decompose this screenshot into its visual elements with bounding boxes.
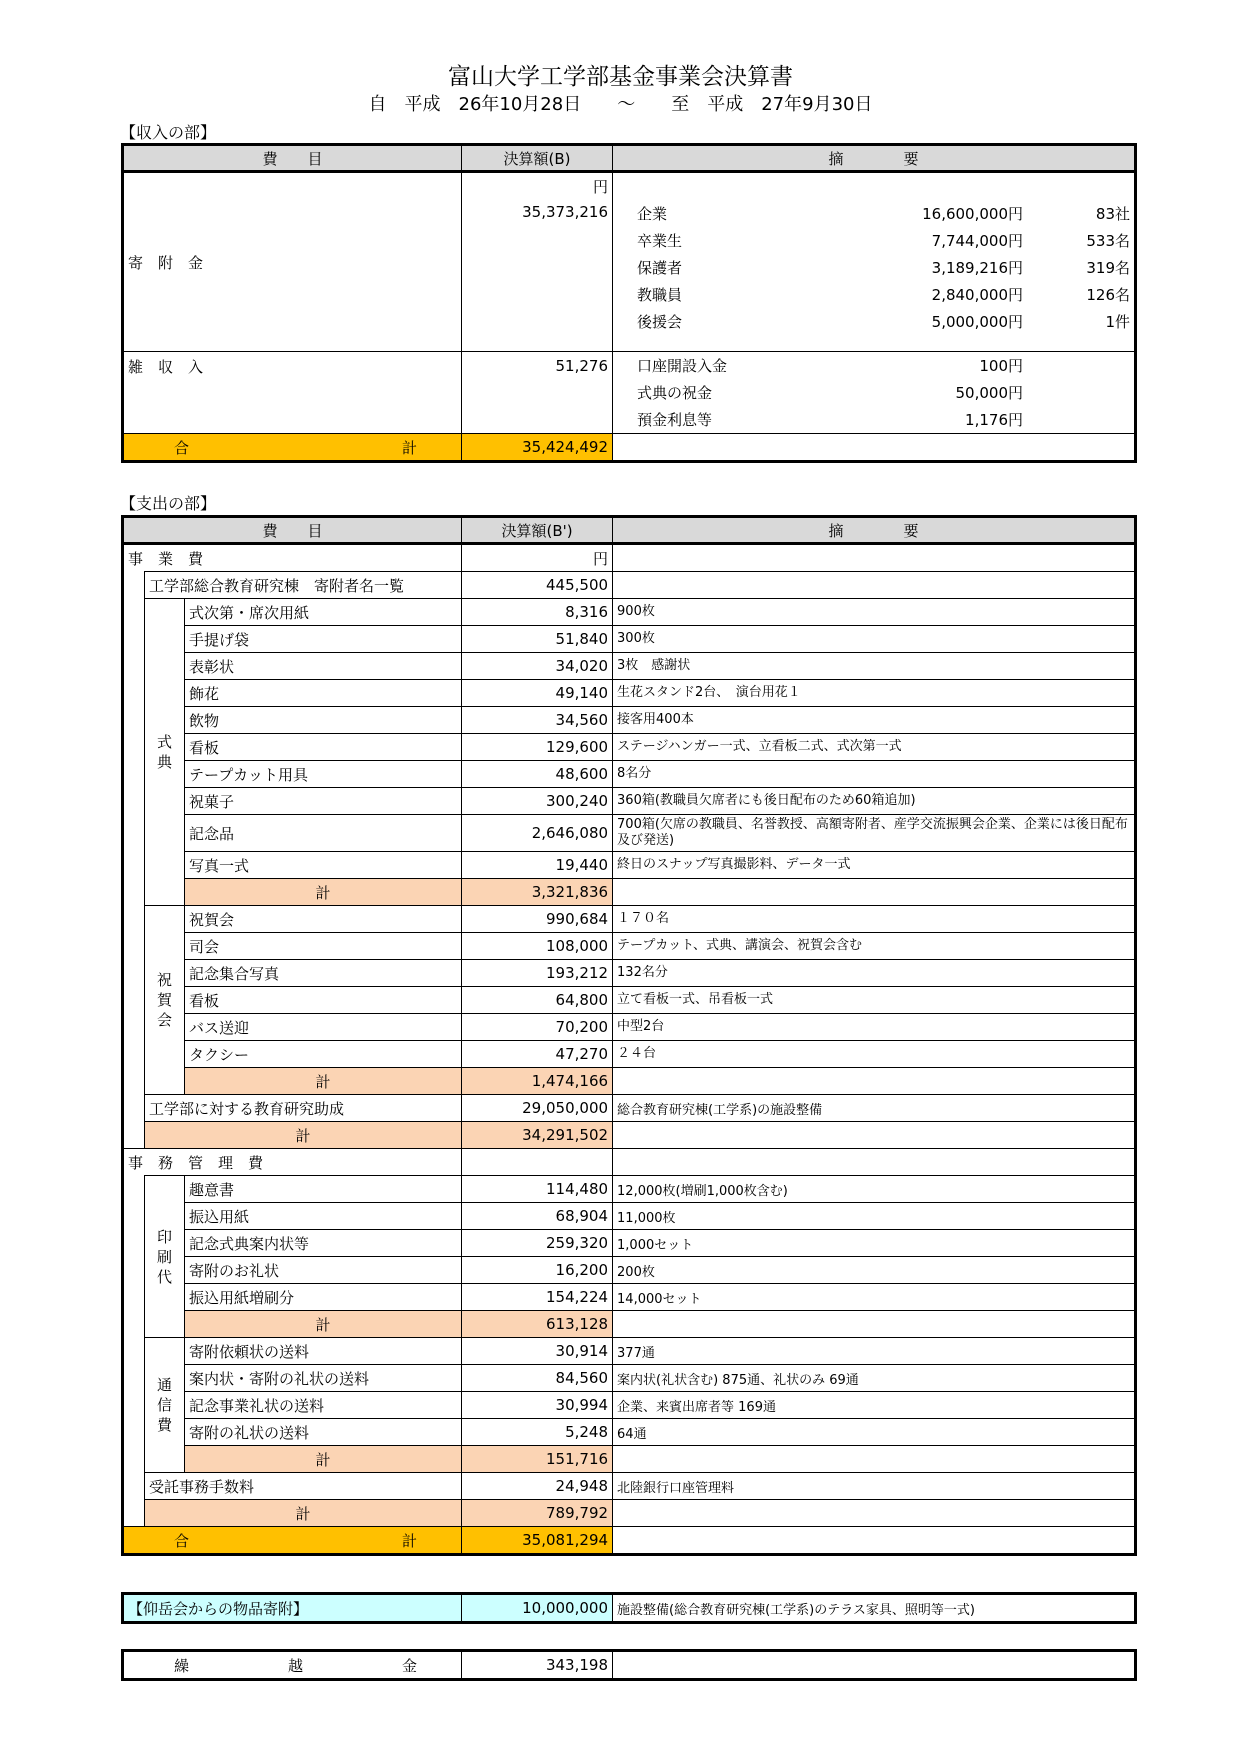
expense-header-item: 費 目: [123, 517, 462, 544]
business-total-label: 計: [145, 1122, 462, 1149]
income-total-amount: 35,424,492: [462, 434, 613, 462]
postage-item-name: 記念事業礼状の送料: [185, 1392, 462, 1419]
party-item-name: 看板: [185, 987, 462, 1014]
party-item-name: バス送迎: [185, 1014, 462, 1041]
ceremony-item-amount: 49,140: [462, 680, 613, 707]
printing-item-name: 趣意書: [185, 1176, 462, 1203]
ceremony-item-note: 生花スタンド2台、 演台用花１: [613, 680, 1136, 707]
party-item-name: タクシー: [185, 1041, 462, 1068]
misc-income-row: [613, 352, 1134, 379]
donation-breakdown: [613, 172, 1136, 352]
ceremony-item-name: 手提げ袋: [185, 626, 462, 653]
gift-label: 【仰岳会からの物品寄附】: [123, 1594, 462, 1623]
ceremony-item-name: 飲物: [185, 707, 462, 734]
admin-total-amount: 789,792: [462, 1500, 613, 1527]
donation-row: [613, 254, 1134, 281]
donor-amount: 3,189,216円: [931, 259, 1023, 277]
carryover-amount: 343,198: [462, 1651, 613, 1680]
ceremony-item-note: 終日のスナップ写真撮影料、データ一式: [613, 852, 1136, 879]
ceremony-item-name: テープカット用具: [185, 761, 462, 788]
income-section-label: 【収入の部】: [120, 123, 217, 142]
ceremony-item-amount: 19,440: [462, 852, 613, 879]
party-item-amount: 108,000: [462, 933, 613, 960]
party-item-name: 記念集合写真: [185, 960, 462, 987]
ceremony-item-note: 360箱(教職員欠席者にも後日配布のため60箱追加): [613, 788, 1136, 815]
ceremony-item-note: 8名分: [613, 761, 1136, 788]
postage-item-note: 企業、来賓出席者等 169通: [613, 1392, 1136, 1419]
misc-income-value: 50,000円: [955, 384, 1023, 402]
misc-income-value: 1,176円: [965, 411, 1023, 429]
printing-item-name: 振込用紙増刷分: [185, 1284, 462, 1311]
grant-amount: 29,050,000: [462, 1095, 613, 1122]
postage-subtotal-label: 計: [185, 1446, 462, 1473]
ceremony-item-amount: 2,646,080: [462, 815, 613, 852]
roster-name: 工学部総合教育研究棟 寄附者名一覧: [145, 572, 462, 599]
printing-item-name: 振込用紙: [185, 1203, 462, 1230]
gift-amount: 10,000,000: [462, 1594, 613, 1623]
donor-count: 1件: [1105, 313, 1130, 331]
printing-item-amount: 68,904: [462, 1203, 613, 1230]
printing-item-amount: 259,320: [462, 1230, 613, 1257]
donor-count: 83社: [1095, 205, 1130, 223]
expense-table: [121, 515, 1137, 1556]
party-item-amount: 70,200: [462, 1014, 613, 1041]
business-expense-label: 事 業 費: [123, 544, 462, 572]
printing-item-amount: 16,200: [462, 1257, 613, 1284]
donor-type: 卒業生: [637, 232, 683, 250]
donor-type: 保護者: [637, 259, 683, 277]
party-item-name: 司会: [185, 933, 462, 960]
misc-income-row: [613, 379, 1134, 406]
donor-type: 後援会: [637, 313, 683, 331]
admin-expense-label: 事 務 管 理 費: [123, 1149, 462, 1176]
income-unit: 円: [462, 172, 613, 200]
donation-row: [613, 281, 1134, 308]
donor-amount: 2,840,000円: [931, 286, 1023, 304]
ceremony-group-label: 式 典: [145, 599, 185, 906]
ceremony-item-note: 3枚 感謝状: [613, 653, 1136, 680]
ceremony-item-name: 看板: [185, 734, 462, 761]
expense-unit: 円: [462, 544, 613, 572]
donation-amount: 35,373,216: [462, 199, 613, 225]
party-item-amount: 64,800: [462, 987, 613, 1014]
misc-income-type: 口座開設入金: [637, 357, 728, 375]
expense-total-amount: 35,081,294: [462, 1527, 613, 1555]
printing-item-note: 1,000セット: [613, 1230, 1136, 1257]
ceremony-item-name: 式次第・席次用紙: [185, 599, 462, 626]
misc-income-name: 雑 収 入: [123, 352, 462, 434]
party-subtotal-label: 計: [185, 1068, 462, 1095]
donor-amount: 5,000,000円: [931, 313, 1023, 331]
party-subtotal-amount: 1,474,166: [462, 1068, 613, 1095]
expense-section-label: 【支出の部】: [120, 494, 217, 513]
donor-type: 教職員: [637, 286, 683, 304]
expense-total-label: 合 計: [123, 1527, 462, 1555]
donor-count: 319名: [1086, 259, 1130, 277]
party-item-note: 中型2台: [613, 1014, 1136, 1041]
donation-row: [613, 227, 1134, 254]
printing-item-name: 記念式典案内状等: [185, 1230, 462, 1257]
printing-item-name: 寄附のお礼状: [185, 1257, 462, 1284]
misc-income-amount: 51,276: [462, 352, 613, 380]
printing-item-amount: 114,480: [462, 1176, 613, 1203]
ceremony-item-amount: 48,600: [462, 761, 613, 788]
postage-subtotal-amount: 151,716: [462, 1446, 613, 1473]
printing-item-note: 12,000枚(増刷1,000枚含む): [613, 1176, 1136, 1203]
party-item-note: 132名分: [613, 960, 1136, 987]
ceremony-item-amount: 34,020: [462, 653, 613, 680]
printing-item-amount: 154,224: [462, 1284, 613, 1311]
party-item-note: ２４台: [613, 1041, 1136, 1068]
ceremony-item-note: 900枚: [613, 599, 1136, 626]
ceremony-item-amount: 129,600: [462, 734, 613, 761]
ceremony-subtotal-amount: 3,321,836: [462, 879, 613, 906]
donor-amount: 7,744,000円: [931, 232, 1023, 250]
fiscal-period: 自 平成 26年10月28日 ～ 至 平成 27年9月30日: [368, 94, 873, 115]
ceremony-item-amount: 51,840: [462, 626, 613, 653]
party-item-note: 立て看板一式、吊看板一式: [613, 987, 1136, 1014]
fee-amount: 24,948: [462, 1473, 613, 1500]
expense-header-amount: 決算額(B'): [462, 517, 613, 544]
printing-item-note: 14,000セット: [613, 1284, 1136, 1311]
misc-income-type: 式典の祝金: [637, 384, 713, 402]
admin-total-label: 計: [145, 1500, 462, 1527]
ceremony-item-note: ステージハンガー一式、立看板二式、式次第一式: [613, 734, 1136, 761]
printing-item-note: 200枚: [613, 1257, 1136, 1284]
donor-amount: 16,600,000円: [922, 205, 1023, 223]
donation-name: 寄 附 金: [123, 172, 462, 352]
gift-note: 施設整備(総合教育研究棟(工学系)のテラス家具、照明等一式): [613, 1594, 1136, 1623]
income-total-label: 合 計: [123, 434, 462, 462]
page-title: 富山大学工学部基金事業会決算書: [448, 64, 793, 90]
income-table: [121, 143, 1137, 463]
printing-subtotal-label: 計: [185, 1311, 462, 1338]
party-item-note: １７０名: [613, 906, 1136, 933]
donation-row: [613, 200, 1134, 227]
party-group-label: 祝 賀 会: [145, 906, 185, 1095]
carryover-label: 繰 越 金: [123, 1651, 462, 1680]
grant-note: 総合教育研究棟(工学系)の施設整備: [613, 1095, 1136, 1122]
party-item-amount: 193,212: [462, 960, 613, 987]
ceremony-item-name: 記念品: [185, 815, 462, 852]
misc-income-value: 100円: [979, 357, 1023, 375]
fee-name: 受託事務手数料: [145, 1473, 462, 1500]
business-total-amount: 34,291,502: [462, 1122, 613, 1149]
party-item-amount: 47,270: [462, 1041, 613, 1068]
ceremony-item-note: 接客用400本: [613, 707, 1136, 734]
income-header-note: 摘 要: [613, 145, 1136, 172]
donor-count: 126名: [1086, 286, 1130, 304]
ceremony-item-note: 700箱(欠席の教職員、名誉教授、高額寄附者、産学交流振興会企業、企業には後日配布及び発送): [613, 815, 1136, 852]
ceremony-item-amount: 300,240: [462, 788, 613, 815]
ceremony-item-note: 300枚: [613, 626, 1136, 653]
ceremony-item-amount: 8,316: [462, 599, 613, 626]
misc-income-type: 預金利息等: [637, 411, 713, 429]
postage-item-amount: 5,248: [462, 1419, 613, 1446]
printing-group-label: 印 刷 代: [145, 1176, 185, 1338]
postage-item-name: 案内状・寄附の礼状の送料: [185, 1365, 462, 1392]
income-header-amount: 決算額(B): [462, 145, 613, 172]
postage-item-amount: 84,560: [462, 1365, 613, 1392]
gift-table: [121, 1592, 1137, 1624]
postage-item-amount: 30,914: [462, 1338, 613, 1365]
expense-header-note: 摘 要: [613, 517, 1136, 544]
ceremony-item-name: 表彰状: [185, 653, 462, 680]
donor-count: 533名: [1086, 232, 1130, 250]
donation-row: [613, 308, 1134, 335]
ceremony-item-name: 祝菓子: [185, 788, 462, 815]
grant-name: 工学部に対する教育研究助成: [145, 1095, 462, 1122]
donor-type: 企業: [637, 205, 668, 223]
postage-item-name: 寄附依頼状の送料: [185, 1338, 462, 1365]
printing-item-note: 11,000枚: [613, 1203, 1136, 1230]
ceremony-item-name: 飾花: [185, 680, 462, 707]
ceremony-subtotal-label: 計: [185, 879, 462, 906]
party-item-note: テープカット、式典、講演会、祝賀会含む: [613, 933, 1136, 960]
carryover-table: [121, 1649, 1137, 1681]
misc-income-row: [613, 406, 1134, 433]
postage-item-amount: 30,994: [462, 1392, 613, 1419]
postage-item-note: 377通: [613, 1338, 1136, 1365]
roster-amount: 445,500: [462, 572, 613, 599]
party-item-name: 祝賀会: [185, 906, 462, 933]
misc-breakdown: [613, 352, 1136, 434]
party-item-amount: 990,684: [462, 906, 613, 933]
postage-item-note: 64通: [613, 1419, 1136, 1446]
ceremony-item-amount: 34,560: [462, 707, 613, 734]
printing-subtotal-amount: 613,128: [462, 1311, 613, 1338]
ceremony-item-name: 写真一式: [185, 852, 462, 879]
postage-group-label: 通 信 費: [145, 1338, 185, 1473]
postage-item-name: 寄附の礼状の送料: [185, 1419, 462, 1446]
fee-note: 北陸銀行口座管理料: [613, 1473, 1136, 1500]
postage-item-note: 案内状(礼状含む) 875通、礼状のみ 69通: [613, 1365, 1136, 1392]
income-header-item: 費 目: [123, 145, 462, 172]
